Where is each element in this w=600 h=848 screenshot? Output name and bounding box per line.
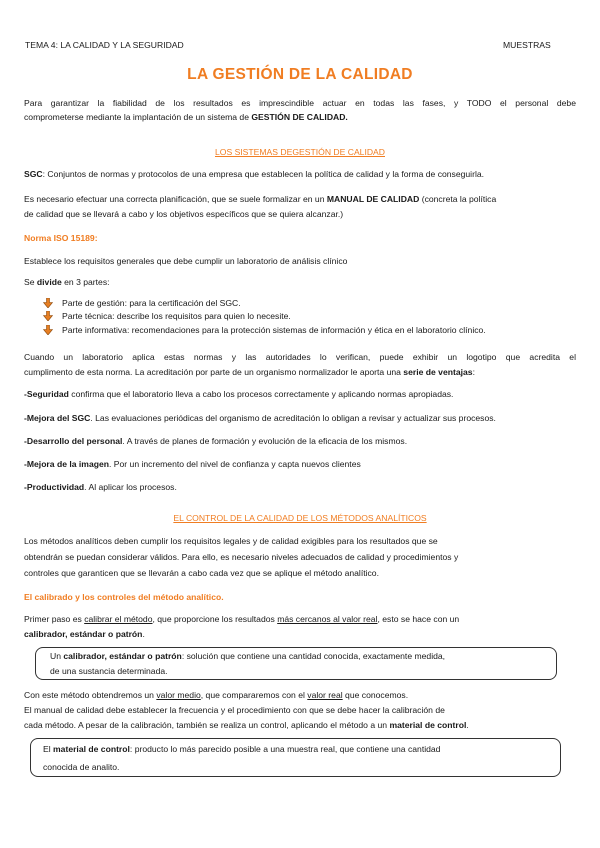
medio-line-1: Con este método obtendremos un valor medio, que compararemos con el valor real que conocemos. bbox=[24, 690, 409, 700]
medio-line-3: cada método. A pesar de la calibración, también se realiza un control, aplicando el método a un material de control. bbox=[24, 720, 469, 730]
advantage-item: -Seguridad confirma que el laboratorio lleva a cabo los procesos correctamente y aplicando normas apropiadas. bbox=[24, 389, 454, 399]
list-item: Parte de gestión: para la certificación del SGC. bbox=[43, 298, 241, 308]
advantage-item: -Desarrollo del personal. A través de planes de formación y evolución de la eficacia de los mismos. bbox=[24, 436, 408, 446]
calibrado-title: El calibrado y los controles del método analítico. bbox=[24, 592, 224, 602]
intro-line-2: comprometerse mediante la implantación de un sistema de GESTIÓN DE CALIDAD. bbox=[24, 112, 348, 122]
arrow-down-icon bbox=[43, 311, 53, 321]
box-line: de una sustancia determinada. bbox=[50, 666, 168, 676]
list-item: Parte informativa: recomendaciones para la protección sistemas de información y ética en el laboratorio clínico. bbox=[43, 325, 486, 335]
section-title-control: EL CONTROL DE LA CALIDAD DE LOS MÉTODOS ANALÍTICOS bbox=[173, 513, 427, 523]
advantage-item: -Mejora del SGC. Las evaluaciones periódicas del organismo de acreditación lo obligan a revisar y actualizar sus procesos. bbox=[24, 413, 496, 423]
divide-text: Se divide en 3 partes: bbox=[24, 277, 110, 287]
advantage-item: -Productividad. Al aplicar los procesos. bbox=[24, 482, 177, 492]
box-line: El material de control: producto lo más parecido posible a una muestra real, que contiene una cantidad bbox=[43, 744, 441, 754]
methods-line-1: Los métodos analíticos deben cumplir los requisitos legales y de calidad exigibles para los resultados que se bbox=[24, 536, 438, 546]
norma-title: Norma ISO 15189: bbox=[24, 233, 98, 243]
norma-text: Establece los requisitos generales que debe cumplir un laboratorio de análisis clínico bbox=[24, 256, 348, 266]
definition-box-calibrator bbox=[35, 647, 557, 680]
list-item: Parte técnica: describe los requisitos para quien lo necesite. bbox=[43, 311, 291, 321]
box-line: conocida de analito. bbox=[43, 762, 120, 772]
manual-line-1: Es necesario efectuar una correcta planificación, que se suele formalizar en un MANUAL DE CALIDAD (concreta la política bbox=[24, 194, 497, 204]
accreditation-line-2: cumplimento de esta norma. La acreditación por parte de un organismo normalizador le aporta una serie de ventajas: bbox=[24, 367, 475, 377]
section-title-sgc: LOS SISTEMAS DEGESTIÓN DE CALIDAD bbox=[214, 147, 385, 157]
medio-line-2: El manual de calidad debe establecer la frecuencia y el procedimiento con que se debe hacer la calibración de bbox=[24, 705, 445, 715]
header-section: MUESTRAS bbox=[503, 40, 551, 50]
methods-line-3: controles que garanticen que se llevarán a cabo cada vez que se aplique el método analítico. bbox=[24, 568, 379, 578]
manual-line-2: de calidad que se llevará a cabo y los objetivos específicos que se quiera alcanzar.) bbox=[24, 209, 344, 219]
first-step-line-2: calibrador, estándar o patrón. bbox=[24, 629, 145, 639]
arrow-down-icon bbox=[43, 298, 53, 308]
advantage-item: -Mejora de la imagen. Por un incremento del nivel de confianza y capta nuevos clientes bbox=[24, 459, 361, 469]
methods-line-2: obtendrán se puedan considerar válidos. Para ello, es necesario niveles adecuados de calidad y procedimientos y bbox=[24, 552, 459, 562]
intro-line-1: Para garantizar la fiabilidad de los resultados es imprescindible actuar en todas las fases, y TODO el personal debe bbox=[24, 98, 576, 108]
arrow-down-icon bbox=[43, 325, 53, 335]
header-topic: TEMA 4: LA CALIDAD Y LA SEGURIDAD bbox=[25, 40, 184, 50]
page-title: LA GESTIÓN DE LA CALIDAD bbox=[187, 66, 413, 83]
first-step-line-1: Primer paso es calibrar el método, que proporcione los resultados más cercanos al valor real, esto se hace con un bbox=[24, 614, 460, 624]
accreditation-line-1: Cuando un laboratorio aplica estas normas y las autoridades lo verifican, puede exhibir un logotipo que acredita el bbox=[24, 352, 576, 362]
definition-box-control-material bbox=[30, 738, 561, 777]
sgc-definition: SGC: Conjuntos de normas y protocolos de una empresa que establecen la política de calidad y la forma de conseguirla. bbox=[24, 169, 485, 179]
box-line: Un calibrador, estándar o patrón: solución que contiene una cantidad conocida, exactamente medida, bbox=[50, 651, 446, 661]
